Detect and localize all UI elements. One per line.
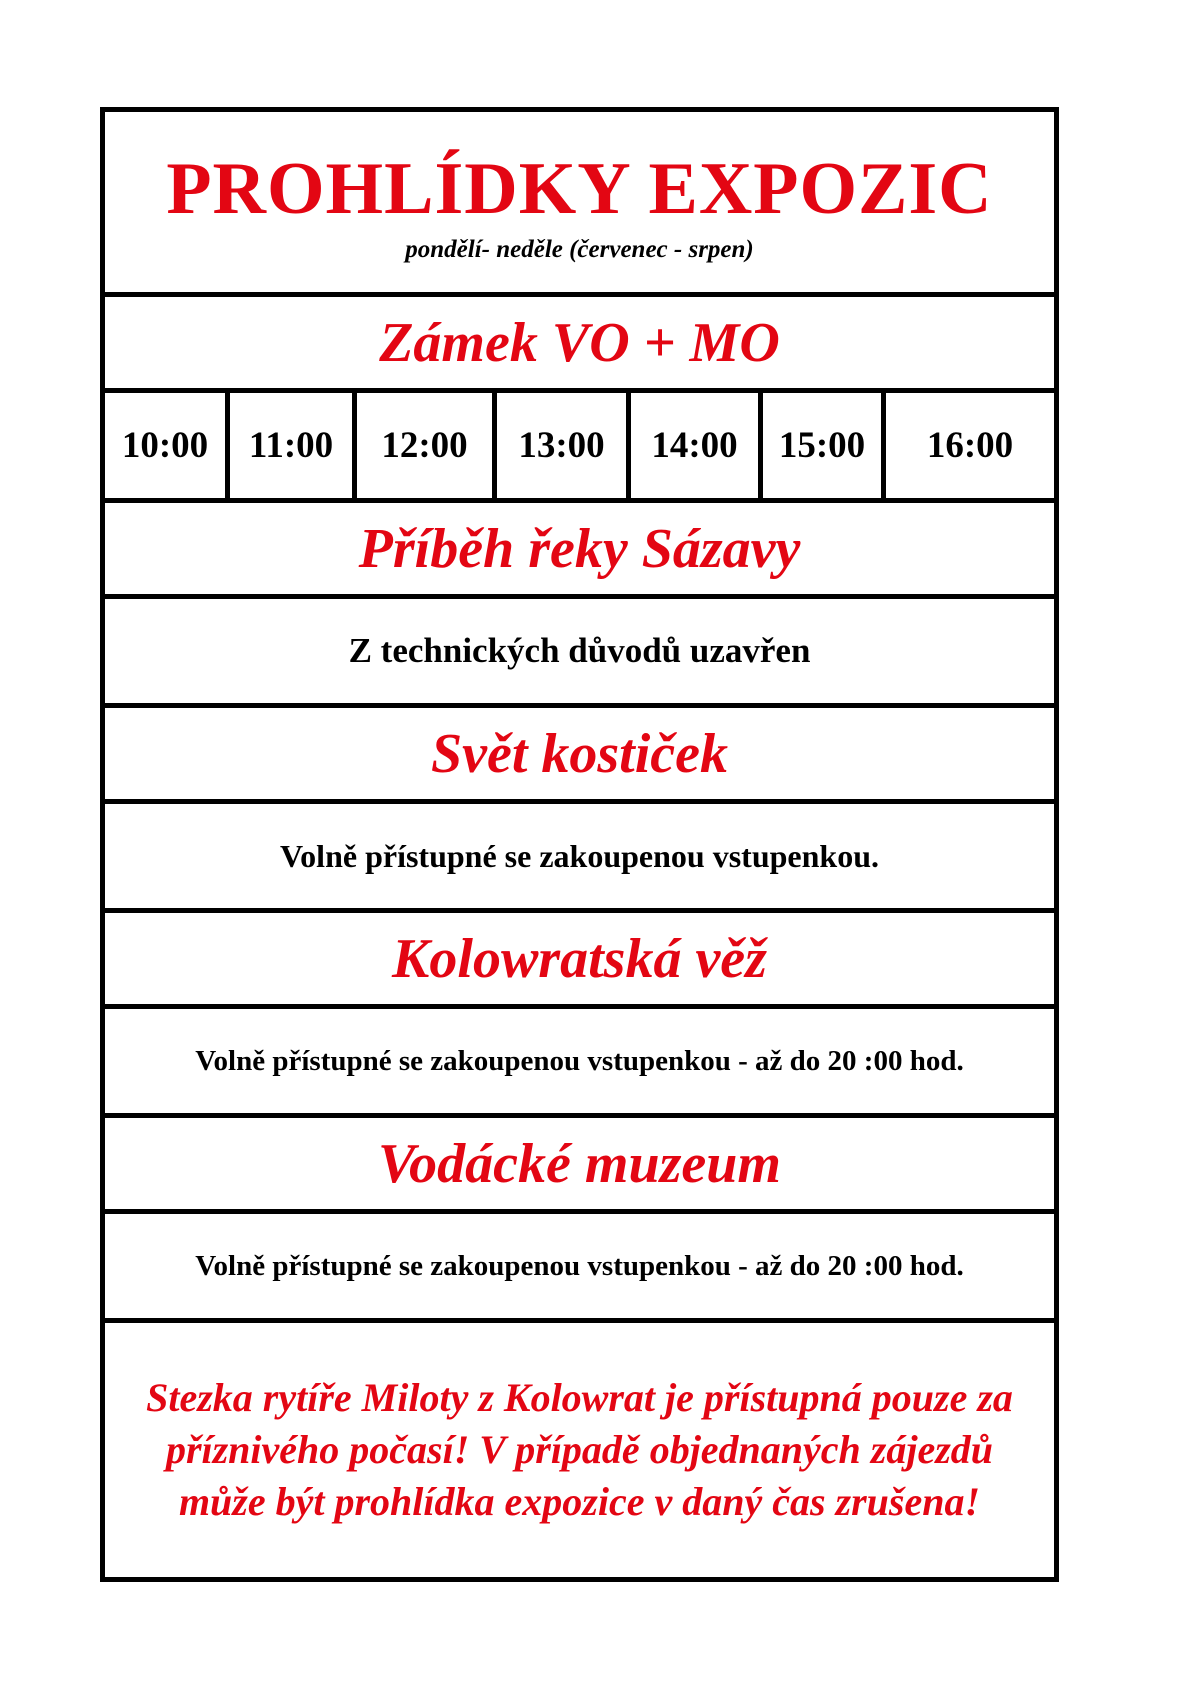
section-info-sazava <box>105 599 1054 708</box>
section-info: Z technických důvodů uzavřen <box>348 631 811 670</box>
weather-notice <box>105 1323 1054 1577</box>
notice-text: Stezka rytíře Miloty z Kolowrat je přístupná pouze za příznivého počasí! V případě objednaných zájezdů může být prohlídka expozice v daný čas zrušena! <box>146 1375 1013 1524</box>
section-title: Kolowratská věž <box>392 927 767 990</box>
section-info-muzeum <box>105 1214 1054 1323</box>
section-info: Volně přístupné se zakoupenou vstupenkou - až do 20 :00 hod. <box>195 1044 964 1077</box>
section-heading-muzeum <box>105 1118 1054 1214</box>
time-cell: 15:00 <box>763 393 886 498</box>
section-info: Volně přístupné se zakoupenou vstupenkou. <box>280 837 879 874</box>
page-title: PROHLÍDKY EXPOZIC <box>166 148 993 230</box>
section-heading-sazava <box>105 503 1054 599</box>
time-cell: 10:00 <box>105 393 230 498</box>
time-cell: 14:00 <box>631 393 763 498</box>
section-info-vez <box>105 1009 1054 1118</box>
section-title: Svět kostiček <box>430 722 729 785</box>
time-cell: 11:00 <box>230 393 357 498</box>
section-title: Vodácké muzeum <box>378 1132 781 1195</box>
title-block <box>105 112 1054 297</box>
section-title: Příběh řeky Sázavy <box>358 517 801 580</box>
time-cell: 12:00 <box>357 393 497 498</box>
section-title: Zámek VO + MO <box>379 311 780 374</box>
section-heading-kosticky <box>105 708 1054 804</box>
tour-times-row <box>105 393 1054 503</box>
schedule-table <box>100 107 1059 1582</box>
page-subtitle: pondělí- neděle (červenec - srpen) <box>405 236 754 263</box>
time-cell: 13:00 <box>497 393 631 498</box>
section-info-kosticky <box>105 804 1054 913</box>
time-cell: 16:00 <box>926 425 1014 466</box>
section-heading-vez <box>105 913 1054 1009</box>
section-heading-zamek <box>105 297 1054 393</box>
section-info: Volně přístupné se zakoupenou vstupenkou - až do 20 :00 hod. <box>195 1249 964 1282</box>
